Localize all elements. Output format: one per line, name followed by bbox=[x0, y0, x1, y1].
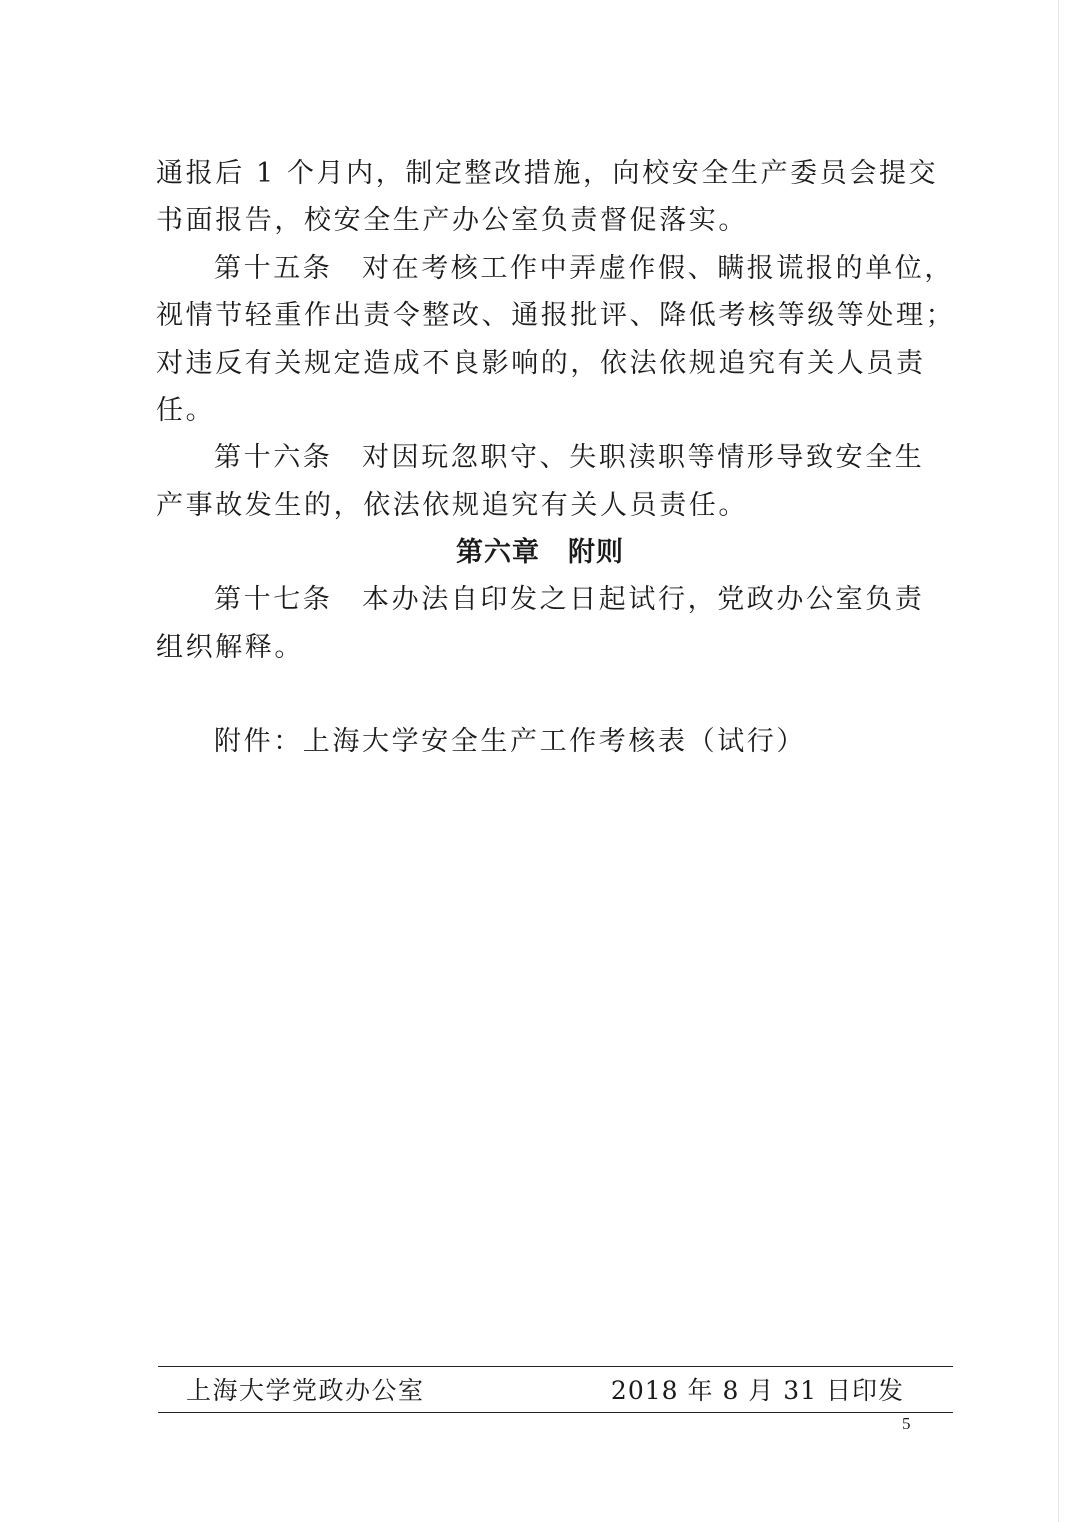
attachment-line: 附件：上海大学安全生产工作考核表（试行） bbox=[214, 726, 806, 757]
article-15-line-3: 对违反有关规定造成不良影响的，依法依规追究有关人员责 bbox=[156, 348, 926, 379]
page-number: 5 bbox=[902, 1414, 911, 1433]
article-16-line-1: 第十六条 对因玩忽职守、失职渎职等情形导致安全生 bbox=[214, 442, 925, 473]
body-line-1: 通报后 1 个月内，制定整改措施，向校安全生产委员会提交 bbox=[156, 158, 939, 189]
footer-issue-date: 2018 年 8 月 31 日印发 bbox=[610, 1376, 904, 1405]
article-17-line-2: 组织解释。 bbox=[156, 632, 304, 663]
footer-issuer: 上海大学党政办公室 bbox=[186, 1376, 425, 1405]
body-line-2: 书面报告，校安全生产办公室负责督促落实。 bbox=[156, 205, 748, 236]
article-16-line-2: 产事故发生的，依法依规追究有关人员责任。 bbox=[156, 490, 748, 521]
article-15-line-1: 第十五条 对在考核工作中弄虚作假、瞒报谎报的单位， bbox=[214, 253, 954, 284]
scan-edge-line bbox=[1058, 0, 1059, 1522]
footer-bottom-rule bbox=[158, 1412, 953, 1413]
footer-top-rule bbox=[158, 1366, 953, 1367]
article-15-line-4: 任。 bbox=[156, 395, 216, 426]
chapter-heading: 第六章 附则 bbox=[456, 537, 624, 568]
article-17-line-1: 第十七条 本办法自印发之日起试行，党政办公室负责 bbox=[214, 584, 925, 615]
article-15-line-2: 视情节轻重作出责令整改、通报批评、降低考核等级等处理； bbox=[156, 300, 956, 331]
